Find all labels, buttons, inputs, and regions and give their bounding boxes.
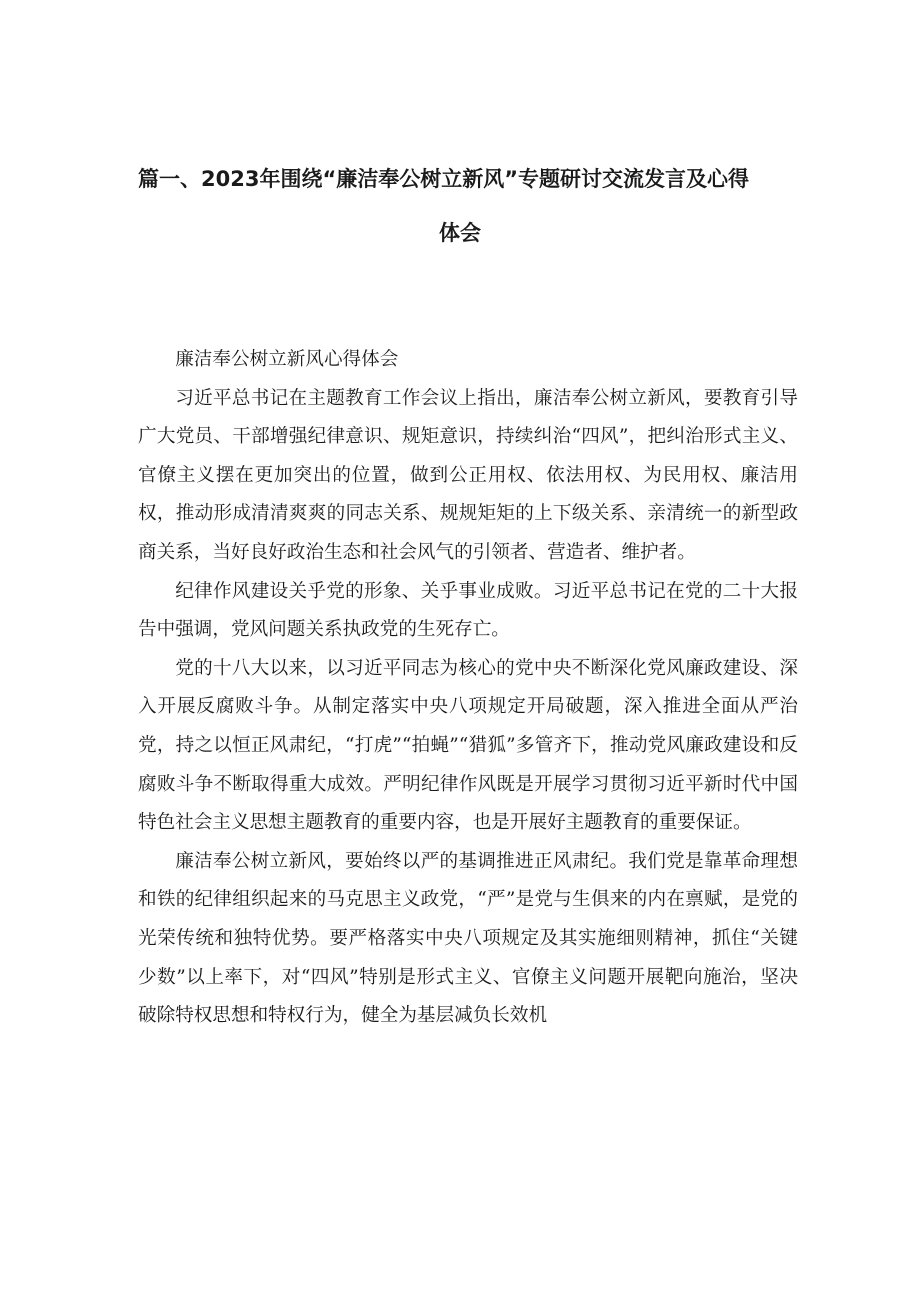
document-subtitle: 廉洁奉公树立新风心得体会	[175, 349, 399, 370]
document-title-line-2: 体会	[439, 221, 481, 245]
paragraph: 党的十八大以来，以习近平同志为核心的党中央不断深化党风廉政建设、深入开展反腐败斗争。从制定落实中央八项规定开局破题，深入推进全面从严治党，持之以恒正风肃纪，“打虎”“拍蝇”“猎狐”多管齐下，推动党风廉政建设和反腐败斗争不断取得重大成效。严明纪律作风既是开展学习贯彻习近平新时代中国特色社会主义思想主题教育的重要内容，也是开展好主题教育的重要保证。	[138, 657, 798, 834]
document-title-line-1: 篇一、2023年围绕“廉洁奉公树立新风”专题研讨交流发言及心得	[138, 167, 750, 191]
document-body	[138, 341, 798, 1036]
paragraph: 廉洁奉公树立新风，要始终以严的基调推进正风肃纪。我们党是靠革命理想和铁的纪律组织起来的马克思主义政党，“严”是党与生俱来的内在禀赋，是党的光荣传统和独特优势。要严格落实中央八项规定及其实施细则精神，抓住“关键少数”以上率下，对“四风”特别是形式主义、官僚主义问题开展靶向施治，坚决破除特权思想和特权行为，健全为基层减负长效机	[138, 850, 798, 1027]
paragraph: 习近平总书记在主题教育工作会议上指出，廉洁奉公树立新风，要教育引导广大党员、干部增强纪律意识、规矩意识，持续纠治“四风”，把纠治形式主义、官僚主义摆在更加突出的位置，做到公正用权、依法用权、为民用权、廉洁用权，推动形成清清爽爽的同志关系、规规矩矩的上下级关系、亲清统一的新型政商关系，当好良好政治生态和社会风气的引领者、营造者、维护者。	[138, 387, 798, 563]
paragraph: 纪律作风建设关乎党的形象、关乎事业成败。习近平总书记在党的二十大报告中强调，党风问题关系执政党的生死存亡。	[138, 580, 798, 641]
